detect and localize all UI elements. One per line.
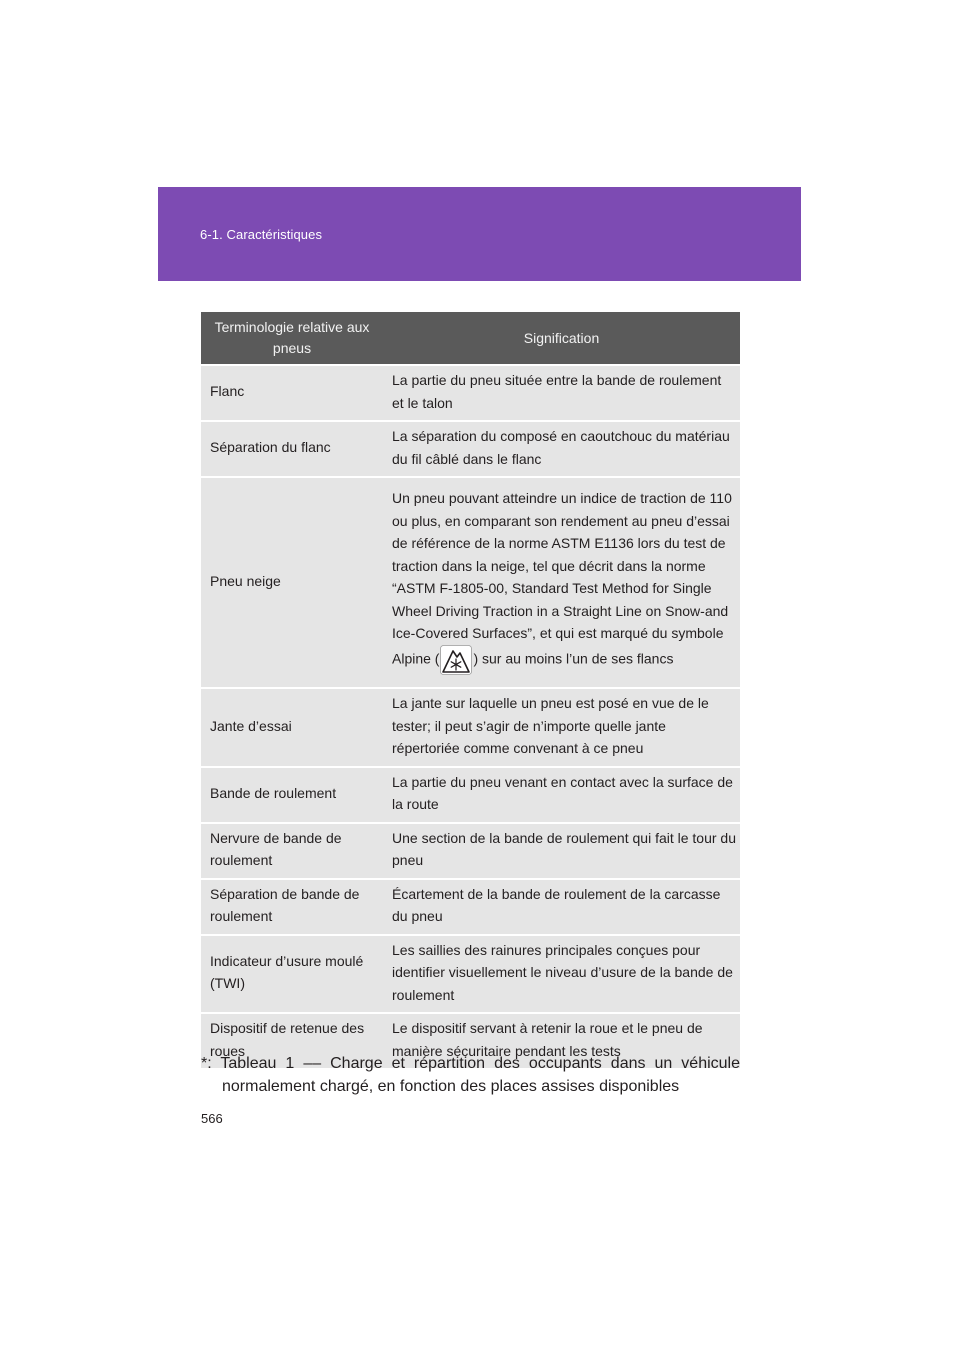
table-row bbox=[201, 688, 740, 767]
term-cell: Nervure de bande de roulement bbox=[201, 823, 383, 879]
table-row bbox=[201, 365, 740, 421]
meaning-text-after-icon: ) sur au moins l’un de ses flancs bbox=[473, 650, 674, 667]
term-cell: Bande de roulement bbox=[201, 767, 383, 823]
table-row bbox=[201, 879, 740, 935]
table-row bbox=[201, 477, 740, 688]
meaning-cell: La partie du pneu située entre la bande de roulement et le talon bbox=[383, 365, 740, 421]
table-header-row bbox=[201, 312, 740, 365]
meaning-cell: Le dispositif servant à retenir la roue et le pneu de manière sécuritaire pendant les tests bbox=[383, 1013, 740, 1068]
meaning-cell: Une section de la bande de roulement qui fait le tour du pneu bbox=[383, 823, 740, 879]
table-row bbox=[201, 767, 740, 823]
alpine-snowflake-icon bbox=[440, 645, 472, 675]
table-footnote: *: Tableau 1 –– Charge et répartition des occupants dans un véhicule normalement chargé, en fonction des places assises disponibles bbox=[201, 1055, 740, 1095]
table-row bbox=[201, 935, 740, 1014]
table-row bbox=[201, 421, 740, 477]
term-cell: Pneu neige bbox=[201, 477, 383, 688]
column-header-meaning: Signification bbox=[383, 312, 740, 365]
page-number: 566 bbox=[201, 1111, 223, 1126]
section-title: 6-1. Caractéristiques bbox=[200, 227, 323, 242]
meaning-cell: La partie du pneu venant en contact avec la surface de la route bbox=[383, 767, 740, 823]
term-cell: Jante d’essai bbox=[201, 688, 383, 767]
term-cell: Dispositif de retenue des roues bbox=[201, 1013, 383, 1068]
column-header-term: Terminologie relative aux pneus bbox=[201, 312, 383, 365]
meaning-cell: Écartement de la bande de roulement de la carcasse du pneu bbox=[383, 879, 740, 935]
term-cell: Flanc bbox=[201, 365, 383, 421]
meaning-cell: La jante sur laquelle un pneu est posé en vue de le tester; il peut s’agir de n’importe quelle jante répertoriée comme convenant à ce pneu bbox=[383, 688, 740, 767]
meaning-cell bbox=[383, 477, 740, 688]
meaning-cell: Les saillies des rainures principales conçues pour identifier visuellement le niveau d’usure de la bande de roulement bbox=[383, 935, 740, 1014]
table-row bbox=[201, 823, 740, 879]
term-cell: Séparation du flanc bbox=[201, 421, 383, 477]
term-cell: Indicateur d’usure moulé (TWI) bbox=[201, 935, 383, 1014]
meaning-text-before-icon: Un pneu pouvant atteindre un indice de traction de 110 ou plus, en comparant son rendement au pneu d’essai de référence de la norme ASTM E1136 lors du test de traction dans la neige, tel que décrit dans la norme “ASTM F-1805-00, Standard Test Method for Single Wheel Driving Traction in a Straight Line on Snow-and Ice-Covered Surfaces”, et qui est marqué du symbole Alpine ( bbox=[392, 490, 732, 667]
meaning-cell: La séparation du composé en caoutchouc du matériau du fil câblé dans le flanc bbox=[383, 421, 740, 477]
section-header-band bbox=[158, 187, 801, 281]
term-cell: Séparation de bande de roulement bbox=[201, 879, 383, 935]
tire-terminology-table bbox=[201, 312, 740, 1068]
